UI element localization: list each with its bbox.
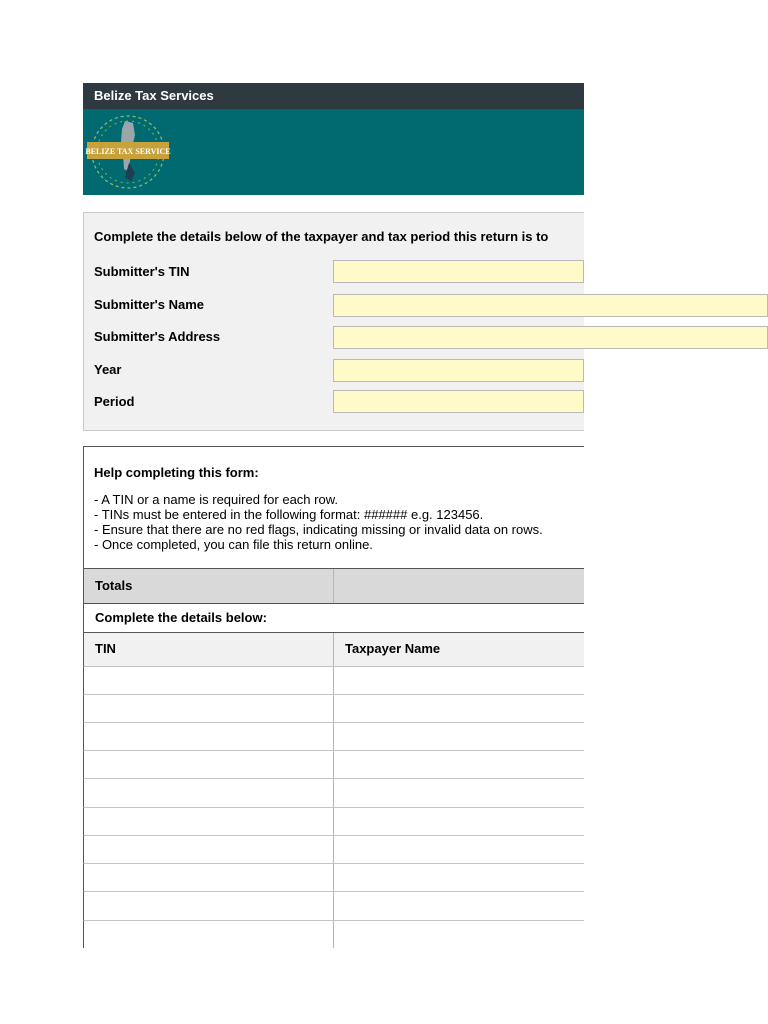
- tin-cell[interactable]: [84, 836, 334, 863]
- taxpayer-name-cell[interactable]: [334, 751, 585, 778]
- column-header-tin-cell: [84, 633, 334, 666]
- table-row: [83, 751, 584, 779]
- submitter-address-label: Submitter's Address: [94, 329, 221, 344]
- taxpayer-name-cell[interactable]: [334, 892, 585, 920]
- tin-cell[interactable]: [84, 808, 334, 835]
- table-caption-row: [83, 604, 584, 633]
- table-row: [83, 723, 584, 751]
- totals-label-cell: [84, 569, 334, 603]
- table-header-row: [83, 633, 584, 667]
- help-line-file-online: - Once completed, you can file this return online.: [94, 537, 373, 552]
- app-title: Belize Tax Services: [94, 88, 214, 103]
- submitter-tin-input[interactable]: [333, 260, 584, 283]
- taxpayer-name-cell[interactable]: [334, 836, 585, 863]
- tin-cell[interactable]: [84, 921, 334, 948]
- header-banner: [83, 109, 584, 195]
- totals-label: Totals: [95, 578, 133, 593]
- submitter-address-input[interactable]: [333, 326, 768, 349]
- help-line-red-flags: - Ensure that there are no red flags, indicating missing or invalid data on rows.: [94, 522, 543, 537]
- belize-tax-service-logo: [85, 111, 171, 193]
- period-input[interactable]: [333, 390, 584, 413]
- taxpayer-name-cell[interactable]: [334, 808, 585, 835]
- tin-cell[interactable]: [84, 695, 334, 722]
- table-row: [83, 836, 584, 864]
- tin-cell[interactable]: [84, 723, 334, 750]
- tin-cell[interactable]: [84, 779, 334, 807]
- year-input[interactable]: [333, 359, 584, 382]
- submitter-tin-label: Submitter's TIN: [94, 264, 190, 279]
- submitter-name-input[interactable]: [333, 294, 768, 317]
- help-line-tin-format: - TINs must be entered in the following format: ###### e.g. 123456.: [94, 507, 484, 522]
- taxpayer-name-cell[interactable]: [334, 921, 585, 948]
- taxpayer-name-cell[interactable]: [334, 864, 585, 891]
- tin-cell[interactable]: [84, 667, 334, 694]
- svg-text:BELIZE TAX SERVICE: BELIZE TAX SERVICE: [85, 147, 171, 156]
- year-label: Year: [94, 362, 122, 377]
- period-label: Period: [94, 394, 135, 409]
- tin-cell[interactable]: [84, 864, 334, 891]
- column-header-taxpayer-name: Taxpayer Name: [345, 641, 441, 656]
- app-header-bar: [83, 83, 584, 109]
- taxpayer-name-cell[interactable]: [334, 723, 585, 750]
- tin-cell[interactable]: [84, 892, 334, 920]
- totals-value-cell: [334, 569, 585, 603]
- help-line-tin-or-name: - A TIN or a name is required for each row.: [94, 492, 338, 507]
- taxpayer-name-cell[interactable]: [334, 667, 585, 694]
- table-row: [83, 808, 584, 836]
- column-header-tin: TIN: [95, 641, 116, 656]
- table-caption: Complete the details below:: [95, 610, 267, 625]
- help-title: Help completing this form:: [94, 465, 259, 480]
- table-row: [83, 892, 584, 921]
- details-instruction: Complete the details below of the taxpayer and tax period this return is to: [94, 229, 549, 244]
- tin-cell[interactable]: [84, 751, 334, 778]
- column-header-taxpayer-name-cell: [334, 633, 585, 666]
- table-row: [83, 695, 584, 723]
- table-row: [83, 779, 584, 808]
- table-row: [83, 864, 584, 892]
- submitter-name-label: Submitter's Name: [94, 297, 205, 312]
- totals-row: [83, 568, 584, 604]
- table-row: [83, 667, 584, 695]
- table-row: [83, 921, 584, 948]
- taxpayer-name-cell[interactable]: [334, 695, 585, 722]
- taxpayer-name-cell[interactable]: [334, 779, 585, 807]
